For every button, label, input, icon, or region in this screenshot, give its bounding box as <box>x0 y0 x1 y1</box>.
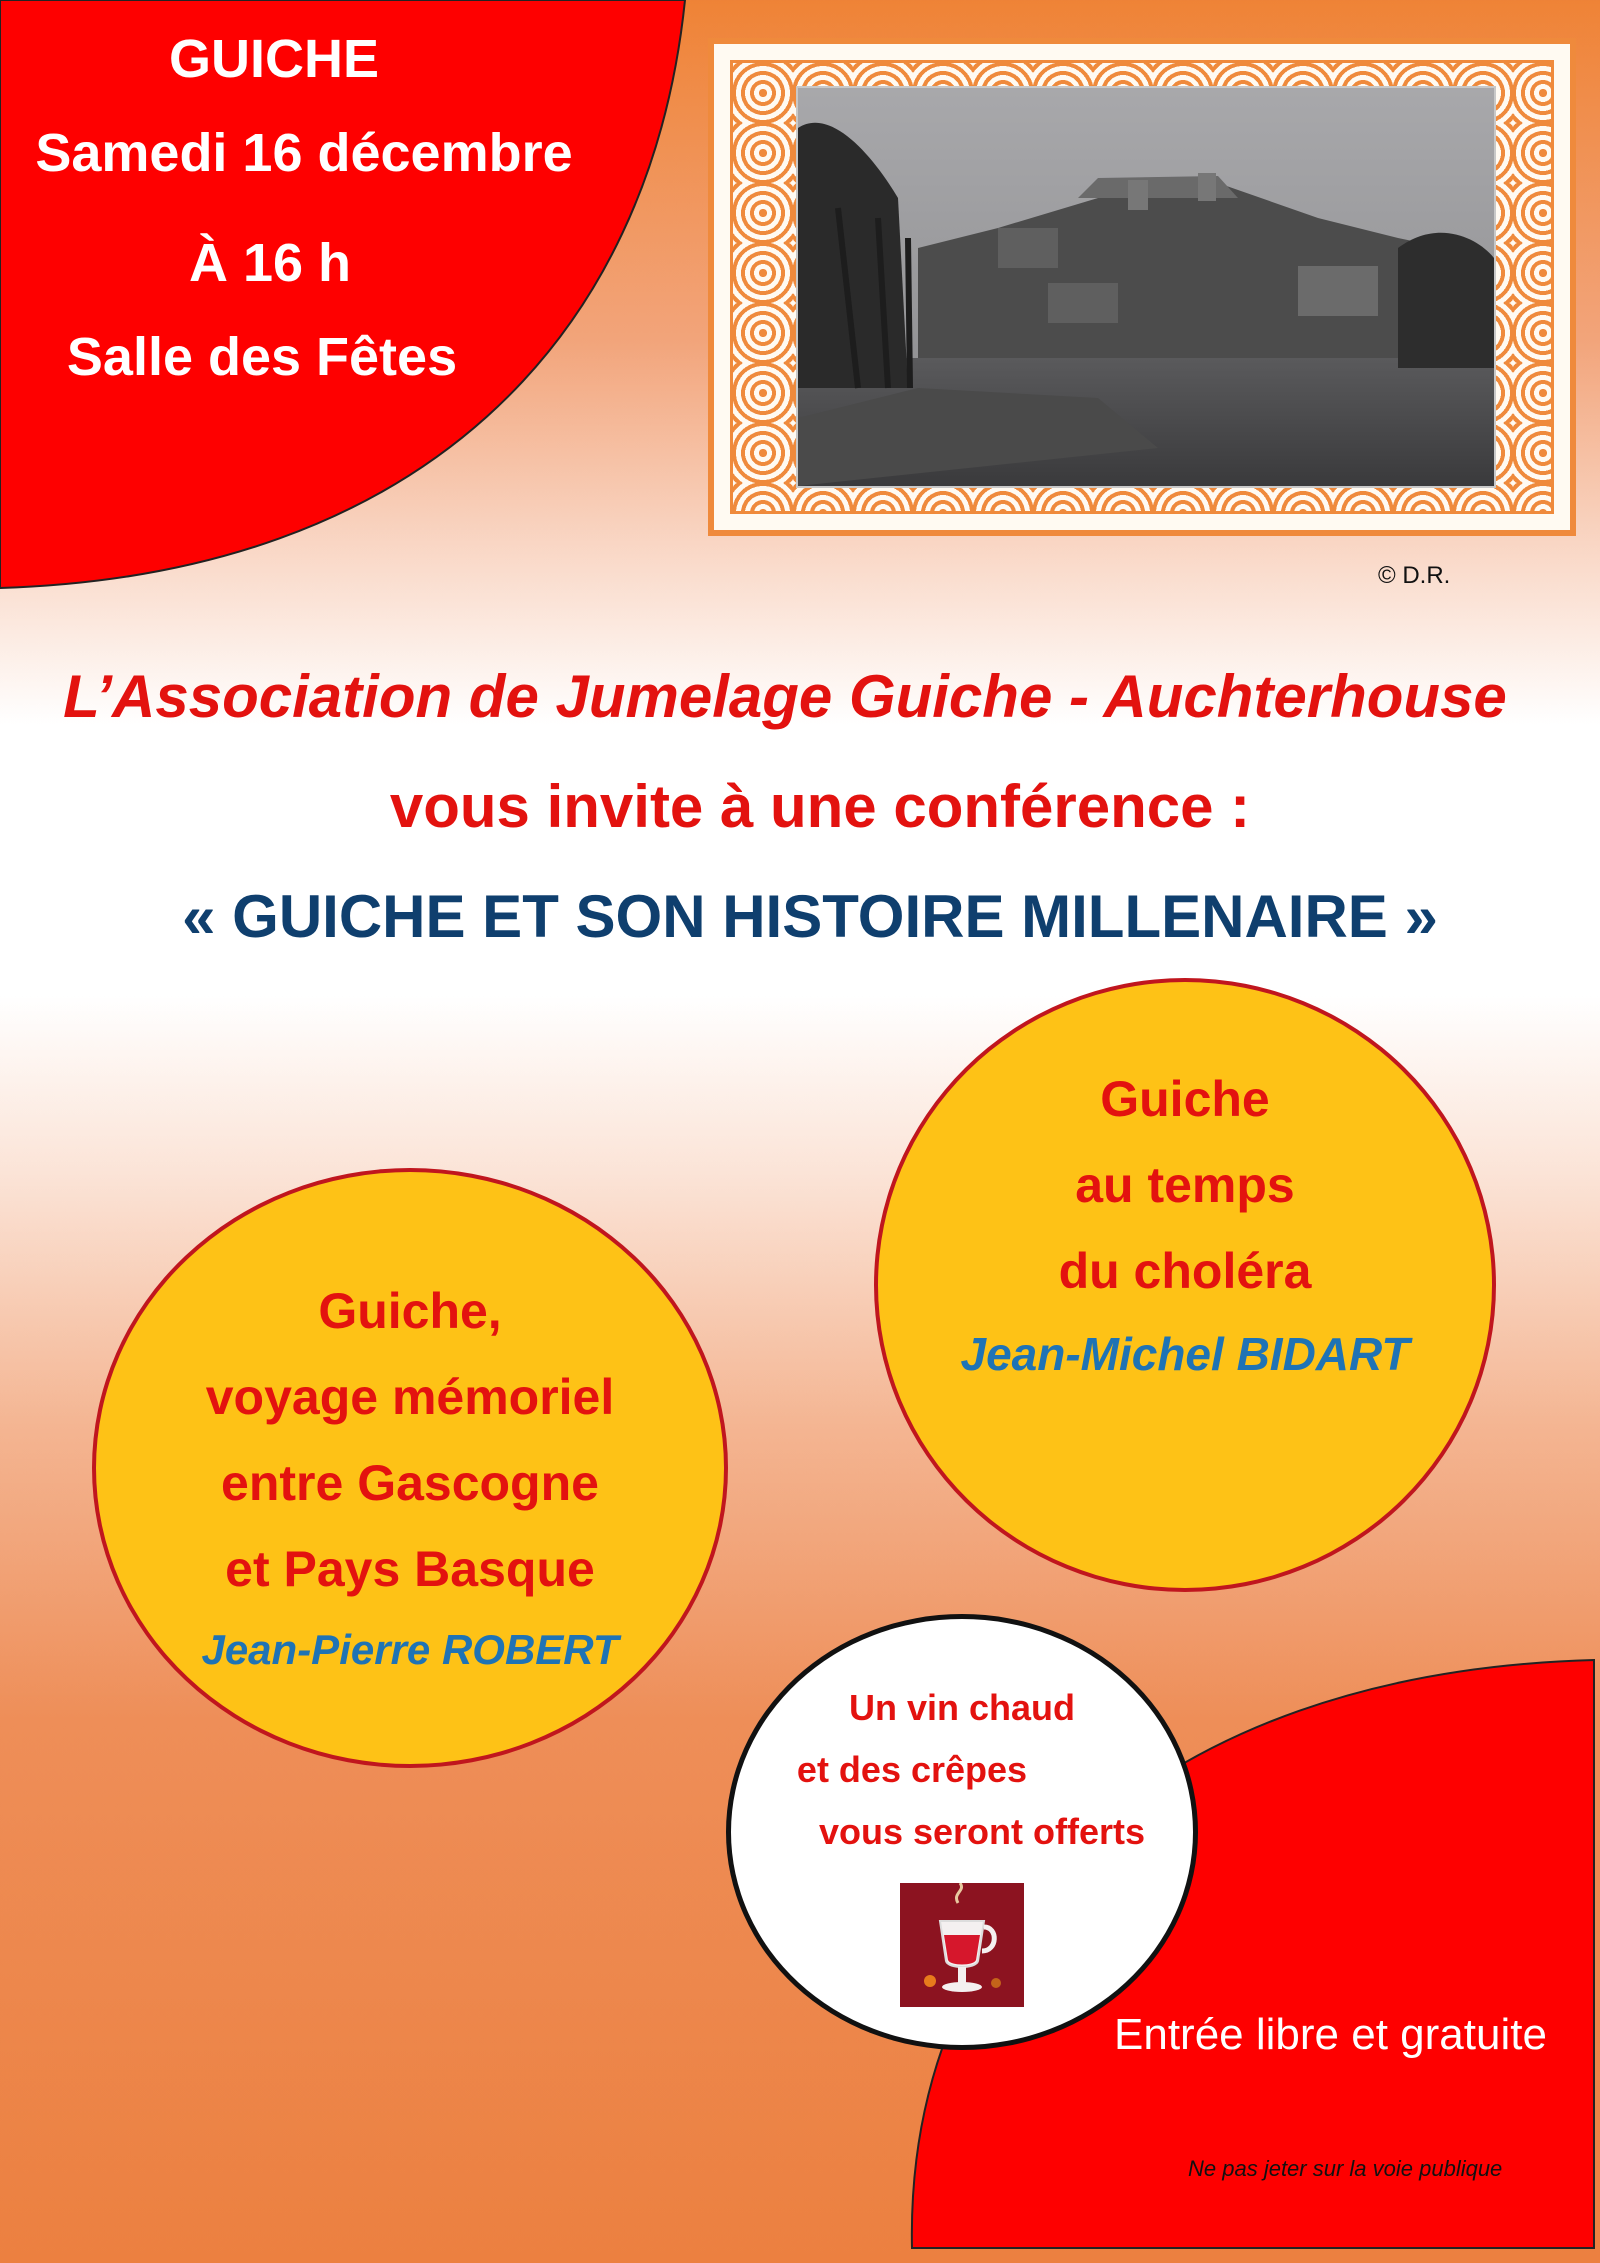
talk-circle-cholera <box>874 978 1496 1592</box>
talk-title-line: Guiche, <box>318 1283 502 1339</box>
talk-title-line: et Pays Basque <box>225 1541 595 1597</box>
header-venue: Salle des Fêtes <box>66 327 458 387</box>
header-town: GUICHE <box>168 29 379 89</box>
litter-notice: Ne pas jeter sur la voie publique <box>1188 2156 1503 2181</box>
talk-speaker: Jean-Michel BIDART <box>960 1328 1410 1380</box>
refreshments-line: vous seront offerts <box>818 1811 1146 1852</box>
old-photo-guiche <box>796 86 1496 488</box>
framed-photo <box>708 38 1576 536</box>
invite-line: vous invite à une conférence : <box>389 773 1251 840</box>
organizer-line: L’Association de Jumelage Guiche - Auchterhouse <box>63 663 1507 730</box>
photo-credit: © D.R. <box>1378 562 1451 589</box>
talk-title-line: entre Gascogne <box>221 1455 599 1511</box>
talk-title-line: du choléra <box>1058 1243 1312 1299</box>
talk-title-line: voyage mémoriel <box>205 1369 615 1425</box>
conference-title: « GUICHE ET SON HISTOIRE MILLENAIRE » <box>182 883 1438 950</box>
refreshments-line: et des crêpes <box>796 1749 1028 1790</box>
refreshments-circle <box>726 1614 1198 2050</box>
talk-title-line: au temps <box>1075 1157 1295 1213</box>
mulled-wine-glass-icon <box>900 1883 1024 2007</box>
talk-title-line: Guiche <box>1100 1071 1270 1127</box>
refreshments-line: Un vin chaud <box>848 1687 1076 1728</box>
free-entry: Entrée libre et gratuite <box>1114 2010 1547 2059</box>
header-date: Samedi 16 décembre <box>35 123 573 183</box>
talk-circle-voyage <box>92 1168 728 1768</box>
talk-speaker: Jean-Pierre ROBERT <box>201 1626 619 1673</box>
photo-landscape <box>798 88 1494 486</box>
header-time: À 16 h <box>188 233 352 293</box>
